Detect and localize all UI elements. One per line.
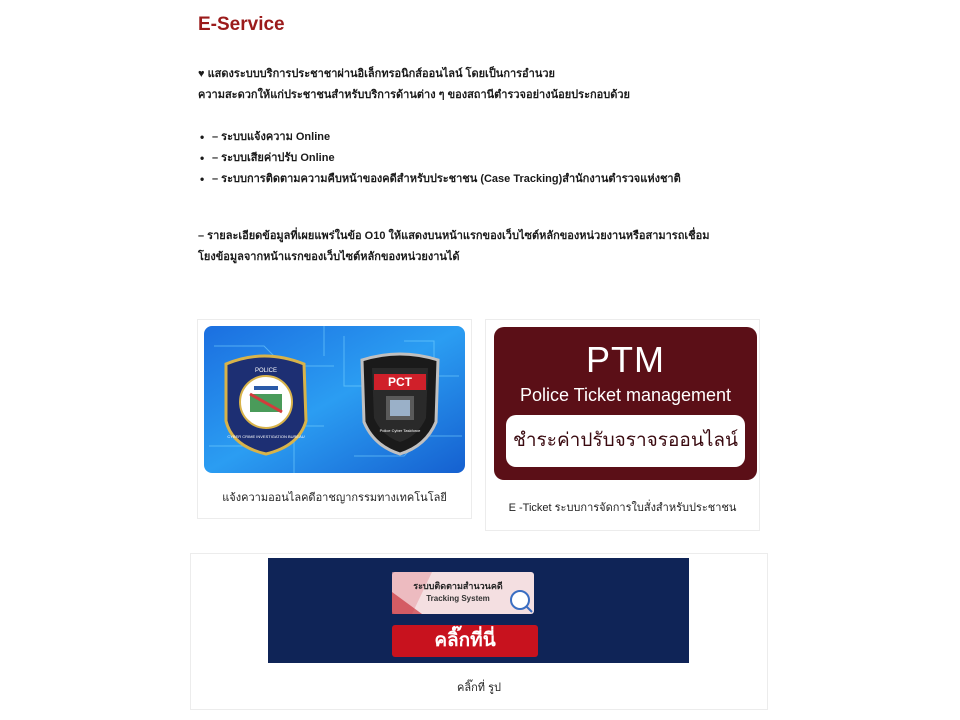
note-text	[198, 226, 788, 268]
service-list	[200, 127, 681, 190]
tracking-subtitle: Tracking System	[426, 594, 490, 603]
page-title: E-Service	[198, 14, 285, 35]
police-cyber-taskforce-badge-icon	[362, 354, 438, 454]
note-line-1: – รายละเอียดข้อมูลที่เผยแพร่ในข้อ O10 ให้แสดงบนหน้าแรกของเว็บไซต์หลักของหน่วยงานหรือสามารถเชื่อม	[198, 230, 710, 242]
pay-fine-online-button[interactable]: ชำระค่าปรับจราจรออนไลน์	[506, 415, 745, 467]
click-here-button[interactable]: คลิ๊กที่นี่	[392, 625, 538, 657]
cyber-report-banner[interactable]	[204, 326, 465, 473]
ptm-caption[interactable]: E -Ticket ระบบการจัดการใบสั่งสำหรับประชาชน	[508, 502, 737, 514]
list-item: • – ระบบแจ้งความ Online	[200, 127, 681, 148]
intro-line-1: ♥ แสดงระบบบริการประชาชาผ่านอิเล็กทรอนิกส์ออนไลน์ โดยเป็นการอำนวย	[198, 68, 555, 80]
ptm-card[interactable]	[485, 319, 760, 531]
badge-right-top-text: PCT	[388, 375, 412, 389]
ptm-banner[interactable]	[494, 327, 757, 480]
list-item: • – ระบบเสียค่าปรับ Online	[200, 148, 681, 169]
badge-left-top-text: POLICE	[254, 368, 278, 374]
badge-left-bottom-text: CYBER CRIME INVESTIGATION BUREAU	[227, 434, 305, 439]
note-line-2: โยงข้อมูลจากหน้าแรกของเว็บไซต์หลักของหน่วยงานได้	[198, 251, 460, 263]
intro-line-2: ความสะดวกให้แก่ประชาชนสำหรับบริการด้านต่าง ๆ ของสถานีตำรวจอย่างน้อยประกอบด้วย	[198, 89, 630, 101]
cyber-report-card[interactable]	[197, 319, 472, 519]
ptm-subtitle: Police Ticket management	[519, 385, 732, 405]
tracking-caption[interactable]: คลิ๊กที่ รูป	[457, 682, 501, 694]
tracking-title: ระบบติดตามสำนวนคดี	[413, 581, 503, 591]
ptm-logo-text: PTM	[586, 339, 665, 380]
intro-text	[198, 64, 798, 106]
tracking-panel	[392, 572, 534, 614]
badge-right-bottom-text: Police Cyber Taskforce	[379, 428, 421, 433]
list-item: • – ระบบการติดตามความคืบหน้าของคดีสำหรับประชาชน (Case Tracking)สำนักงานตำรวจแห่งชาติ	[200, 169, 681, 190]
cyber-banner-graphic	[204, 326, 465, 473]
case-tracking-banner[interactable]	[268, 558, 689, 663]
case-tracking-card[interactable]	[190, 553, 768, 710]
cyber-report-caption[interactable]: แจ้งความออนไลคดีอาชญากรรมทางเทคโนโลยี	[222, 492, 447, 504]
